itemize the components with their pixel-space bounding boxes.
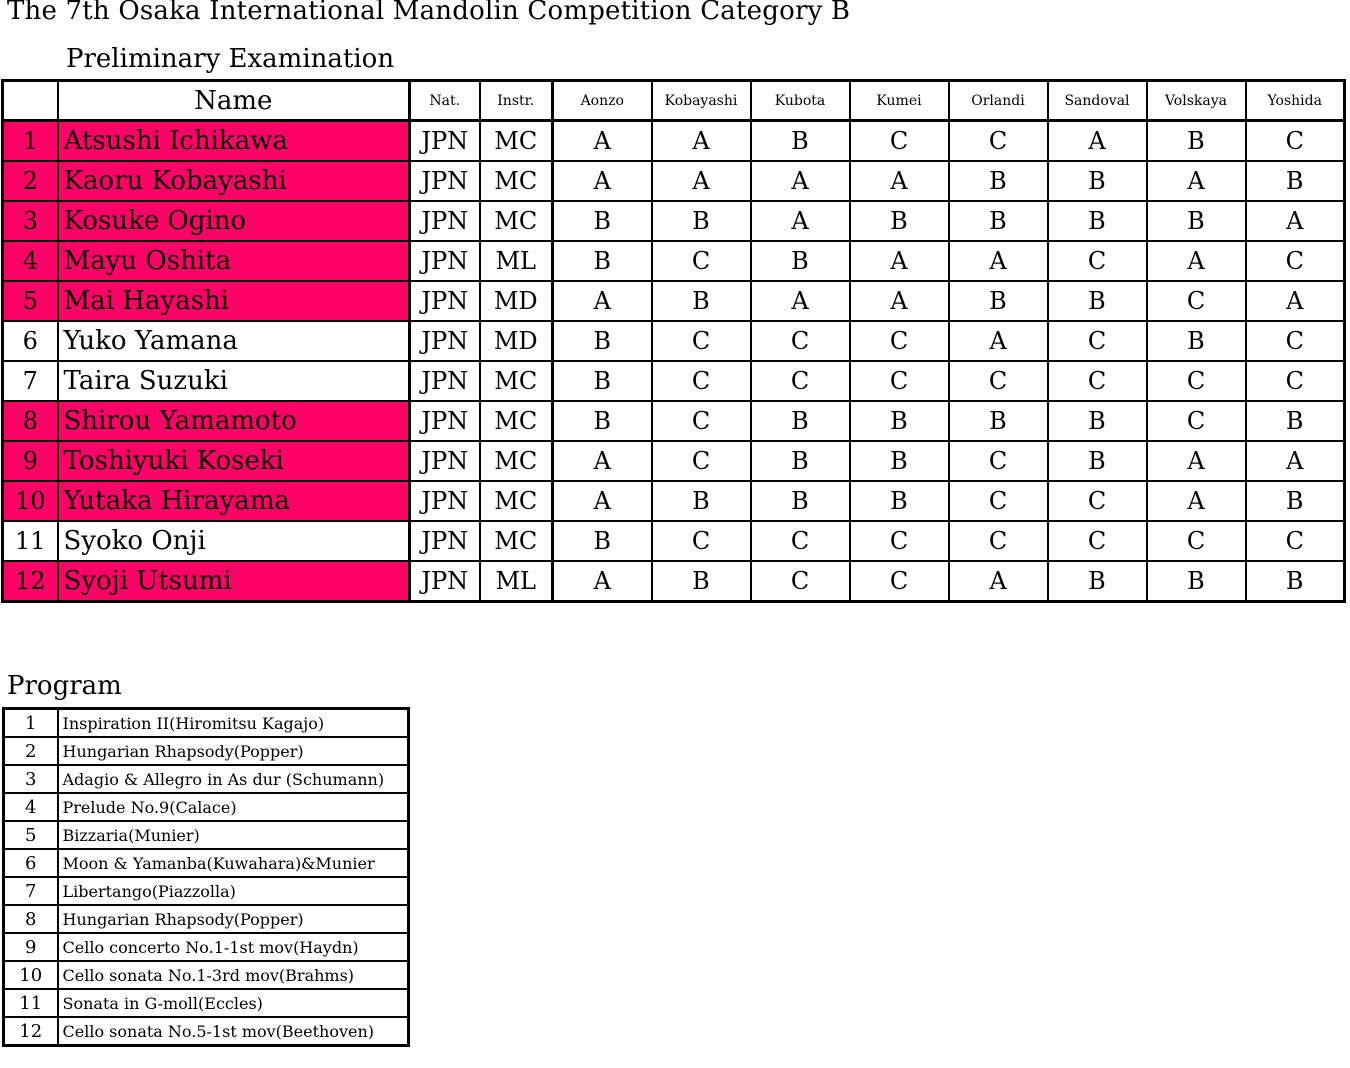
contestant-row xyxy=(3,281,1345,321)
program-row xyxy=(4,765,409,793)
judge-grade: B xyxy=(949,161,1048,201)
judge-grade: C xyxy=(850,361,949,401)
judge-grade: B xyxy=(1246,481,1345,521)
judge-grade: B xyxy=(652,481,751,521)
judge-grade: A xyxy=(1147,161,1246,201)
contestant-number: 9 xyxy=(3,441,58,481)
judge-grade: B xyxy=(1048,201,1147,241)
judge-grade: A xyxy=(553,481,652,521)
contestant-nationality: JPN xyxy=(410,521,480,561)
contestant-name: Mayu Oshita xyxy=(58,241,410,281)
contestant-nationality: JPN xyxy=(410,321,480,361)
judge-grade: C xyxy=(1246,321,1345,361)
judge-grade: B xyxy=(751,241,850,281)
judge-grade: B xyxy=(751,441,850,481)
contestant-instrument: MC xyxy=(480,161,553,201)
judge-grade: A xyxy=(751,161,850,201)
judge-grade: C xyxy=(949,441,1048,481)
program-number: 12 xyxy=(4,1017,58,1046)
contestant-name: Kaoru Kobayashi xyxy=(58,161,410,201)
contestant-nationality: JPN xyxy=(410,561,480,602)
program-number: 10 xyxy=(4,961,58,989)
judge-grade: C xyxy=(949,521,1048,561)
program-number: 4 xyxy=(4,793,58,821)
results-header-row xyxy=(3,81,1345,121)
contestant-instrument: MC xyxy=(480,361,553,401)
program-row xyxy=(4,849,409,877)
contestant-number: 7 xyxy=(3,361,58,401)
program-number: 3 xyxy=(4,765,58,793)
program-number: 9 xyxy=(4,933,58,961)
contestant-row xyxy=(3,361,1345,401)
judge-grade: A xyxy=(553,561,652,602)
contestant-instrument: MC xyxy=(480,401,553,441)
contestant-nationality: JPN xyxy=(410,161,480,201)
program-row xyxy=(4,905,409,933)
judge-grade: B xyxy=(553,401,652,441)
judge-grade: A xyxy=(1147,241,1246,281)
header-name: Name xyxy=(58,81,410,121)
program-row xyxy=(4,737,409,765)
program-row xyxy=(4,933,409,961)
judge-grade: C xyxy=(652,441,751,481)
judge-grade: B xyxy=(1147,201,1246,241)
header-judge-yoshida: Yoshida xyxy=(1246,81,1345,121)
judge-grade: B xyxy=(751,121,850,162)
contestant-nationality: JPN xyxy=(410,201,480,241)
program-piece: Cello concerto No.1-1st mov(Haydn) xyxy=(58,933,409,961)
judge-grade: C xyxy=(652,241,751,281)
contestant-instrument: MC xyxy=(480,441,553,481)
contestant-nationality: JPN xyxy=(410,361,480,401)
judge-grade: C xyxy=(1048,321,1147,361)
contestant-instrument: ML xyxy=(480,561,553,602)
judge-grade: C xyxy=(1147,401,1246,441)
contestant-nationality: JPN xyxy=(410,441,480,481)
judge-grade: B xyxy=(1246,161,1345,201)
program-number: 11 xyxy=(4,989,58,1017)
judge-grade: A xyxy=(553,281,652,321)
judge-grade: C xyxy=(850,121,949,162)
judge-grade: C xyxy=(751,521,850,561)
header-judge-aonzo: Aonzo xyxy=(553,81,652,121)
program-row xyxy=(4,793,409,821)
header-instrument: Instr. xyxy=(480,81,553,121)
judge-grade: A xyxy=(553,121,652,162)
header-judge-sandoval: Sandoval xyxy=(1048,81,1147,121)
contestant-nationality: JPN xyxy=(410,241,480,281)
judge-grade: B xyxy=(949,281,1048,321)
contestant-name: Toshiyuki Koseki xyxy=(58,441,410,481)
judge-grade: B xyxy=(553,201,652,241)
header-judge-kubota: Kubota xyxy=(751,81,850,121)
judge-grade: C xyxy=(652,321,751,361)
contestant-number: 10 xyxy=(3,481,58,521)
judge-grade: A xyxy=(553,441,652,481)
judge-grade: A xyxy=(850,281,949,321)
contestant-name: Kosuke Ogino xyxy=(58,201,410,241)
contestant-nationality: JPN xyxy=(410,121,480,162)
judge-grade: A xyxy=(1246,201,1345,241)
contestant-row xyxy=(3,521,1345,561)
judge-grade: C xyxy=(652,521,751,561)
judge-grade: C xyxy=(850,561,949,602)
contestant-number: 1 xyxy=(3,121,58,162)
judge-grade: B xyxy=(850,481,949,521)
contestant-name: Yutaka Hirayama xyxy=(58,481,410,521)
contestant-number: 4 xyxy=(3,241,58,281)
judge-grade: A xyxy=(652,161,751,201)
judge-grade: B xyxy=(553,321,652,361)
header-nationality: Nat. xyxy=(410,81,480,121)
judge-grade: B xyxy=(850,401,949,441)
program-piece: Hungarian Rhapsody(Popper) xyxy=(58,737,409,765)
judge-grade: A xyxy=(850,241,949,281)
program-row xyxy=(4,821,409,849)
program-row xyxy=(4,1017,409,1046)
contestant-name: Yuko Yamana xyxy=(58,321,410,361)
judge-grade: B xyxy=(1246,561,1345,602)
judge-grade: A xyxy=(1147,481,1246,521)
contestant-name: Mai Hayashi xyxy=(58,281,410,321)
program-piece: Sonata in G-moll(Eccles) xyxy=(58,989,409,1017)
program-row xyxy=(4,709,409,738)
judge-grade: B xyxy=(949,401,1048,441)
contestant-instrument: MC xyxy=(480,121,553,162)
contestant-nationality: JPN xyxy=(410,481,480,521)
judge-grade: C xyxy=(652,361,751,401)
judge-grade: B xyxy=(1048,161,1147,201)
judge-grade: B xyxy=(652,561,751,602)
judge-grade: C xyxy=(751,561,850,602)
contestant-row xyxy=(3,121,1345,162)
program-table xyxy=(2,707,410,1047)
judge-grade: A xyxy=(949,321,1048,361)
judge-grade: C xyxy=(949,121,1048,162)
judge-grade: C xyxy=(850,521,949,561)
judge-grade: B xyxy=(553,521,652,561)
judge-grade: C xyxy=(1147,521,1246,561)
judge-grade: C xyxy=(1246,361,1345,401)
header-num xyxy=(3,81,58,121)
contestant-number: 6 xyxy=(3,321,58,361)
judge-grade: C xyxy=(1246,121,1345,162)
judge-grade: A xyxy=(1246,441,1345,481)
program-piece: Bizzaria(Munier) xyxy=(58,821,409,849)
contestant-instrument: ML xyxy=(480,241,553,281)
judge-grade: C xyxy=(751,361,850,401)
judge-grade: C xyxy=(751,321,850,361)
judge-grade: B xyxy=(652,201,751,241)
contestant-number: 3 xyxy=(3,201,58,241)
program-title: Program xyxy=(7,671,122,701)
contestant-instrument: MC xyxy=(480,201,553,241)
program-piece: Moon & Yamanba(Kuwahara)&Munier xyxy=(58,849,409,877)
judge-grade: A xyxy=(949,561,1048,602)
contestant-nationality: JPN xyxy=(410,401,480,441)
judge-grade: C xyxy=(1246,521,1345,561)
judge-grade: B xyxy=(751,401,850,441)
header-judge-kobayashi: Kobayashi xyxy=(652,81,751,121)
contestant-instrument: MC xyxy=(480,481,553,521)
header-judge-volskaya: Volskaya xyxy=(1147,81,1246,121)
program-piece: Cello sonata No.5-1st mov(Beethoven) xyxy=(58,1017,409,1046)
contestant-number: 5 xyxy=(3,281,58,321)
contestant-row xyxy=(3,241,1345,281)
program-number: 7 xyxy=(4,877,58,905)
program-number: 5 xyxy=(4,821,58,849)
judge-grade: A xyxy=(553,161,652,201)
contestant-instrument: MD xyxy=(480,321,553,361)
section-subtitle: Preliminary Examination xyxy=(66,44,395,74)
judge-grade: B xyxy=(850,201,949,241)
program-piece: Adagio & Allegro in As dur (Schumann) xyxy=(58,765,409,793)
program-number: 2 xyxy=(4,737,58,765)
judge-grade: B xyxy=(553,361,652,401)
contestant-name: Taira Suzuki xyxy=(58,361,410,401)
judge-grade: B xyxy=(1048,281,1147,321)
program-piece: Cello sonata No.1-3rd mov(Brahms) xyxy=(58,961,409,989)
judge-grade: C xyxy=(1048,361,1147,401)
program-piece: Inspiration II(Hiromitsu Kagajo) xyxy=(58,709,409,738)
contestant-row xyxy=(3,481,1345,521)
judge-grade: B xyxy=(1147,121,1246,162)
contestant-nationality: JPN xyxy=(410,281,480,321)
header-judge-orlandi: Orlandi xyxy=(949,81,1048,121)
contestant-row xyxy=(3,401,1345,441)
contestant-name: Syoji Utsumi xyxy=(58,561,410,602)
judge-grade: C xyxy=(1246,241,1345,281)
judge-grade: C xyxy=(1048,481,1147,521)
page-title: The 7th Osaka International Mandolin Competition Category B xyxy=(7,0,851,26)
program-number: 1 xyxy=(4,709,58,738)
judge-grade: C xyxy=(949,481,1048,521)
header-judge-kumei: Kumei xyxy=(850,81,949,121)
contestant-row xyxy=(3,161,1345,201)
program-row xyxy=(4,989,409,1017)
contestant-row xyxy=(3,441,1345,481)
program-number: 6 xyxy=(4,849,58,877)
judge-grade: B xyxy=(1048,441,1147,481)
judge-grade: A xyxy=(751,201,850,241)
contestant-name: Atsushi Ichikawa xyxy=(58,121,410,162)
judge-grade: A xyxy=(1048,121,1147,162)
judge-grade: B xyxy=(1246,401,1345,441)
contestant-name: Syoko Onji xyxy=(58,521,410,561)
judge-grade: C xyxy=(1048,521,1147,561)
program-piece: Prelude No.9(Calace) xyxy=(58,793,409,821)
judge-grade: C xyxy=(1147,361,1246,401)
judge-grade: B xyxy=(1048,401,1147,441)
contestant-instrument: MC xyxy=(480,521,553,561)
judge-grade: B xyxy=(1147,561,1246,602)
judge-grade: B xyxy=(850,441,949,481)
judge-grade: C xyxy=(1147,281,1246,321)
judge-grade: C xyxy=(850,321,949,361)
program-piece: Libertango(Piazzolla) xyxy=(58,877,409,905)
judge-grade: B xyxy=(1147,321,1246,361)
contestant-row xyxy=(3,321,1345,361)
contestant-name: Shirou Yamamoto xyxy=(58,401,410,441)
judge-grade: B xyxy=(1048,561,1147,602)
contestant-number: 2 xyxy=(3,161,58,201)
judge-grade: C xyxy=(652,401,751,441)
judge-grade: B xyxy=(553,241,652,281)
judge-grade: A xyxy=(1246,281,1345,321)
judge-grade: C xyxy=(949,361,1048,401)
judge-grade: A xyxy=(1147,441,1246,481)
contestant-row xyxy=(3,201,1345,241)
judge-grade: A xyxy=(751,281,850,321)
contestant-number: 8 xyxy=(3,401,58,441)
judge-grade: B xyxy=(949,201,1048,241)
results-table xyxy=(1,79,1346,603)
program-row xyxy=(4,877,409,905)
judge-grade: C xyxy=(1048,241,1147,281)
contestant-instrument: MD xyxy=(480,281,553,321)
judge-grade: A xyxy=(949,241,1048,281)
program-row xyxy=(4,961,409,989)
judge-grade: B xyxy=(652,281,751,321)
contestant-number: 11 xyxy=(3,521,58,561)
program-number: 8 xyxy=(4,905,58,933)
judge-grade: B xyxy=(751,481,850,521)
judge-grade: A xyxy=(652,121,751,162)
program-piece: Hungarian Rhapsody(Popper) xyxy=(58,905,409,933)
contestant-row xyxy=(3,561,1345,602)
contestant-number: 12 xyxy=(3,561,58,602)
judge-grade: A xyxy=(850,161,949,201)
